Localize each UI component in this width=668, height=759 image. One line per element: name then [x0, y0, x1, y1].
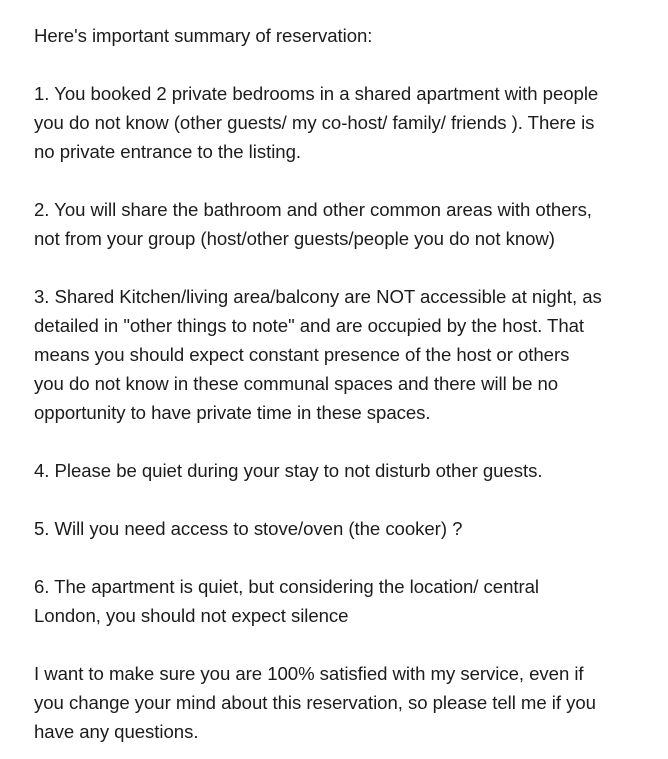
- point-6-noise-note: 6. The apartment is quiet, but considering the location/ central London, you should not expect silence: [34, 576, 539, 626]
- message-closing: I want to make sure you are 100% satisfied with my service, even if you change your mind about this reservation, so please tell me if you have any questions.: [34, 663, 596, 742]
- point-1-private-bedrooms: 1. You booked 2 private bedrooms in a shared apartment with people you do not know (other guests/ my co-host/ family/ friends ). There is no private entrance to the listing.: [34, 83, 599, 162]
- reservation-summary-message: [34, 21, 654, 746]
- point-3-shared-kitchen: 3. Shared Kitchen/living area/balcony are NOT accessible at night, as detailed in "other things to note" and are occupied by the host. That means you should expect constant presence of the host or others you do not know in these communal spaces and there will be no opportunity to have private time in these spaces.: [34, 286, 602, 423]
- point-5-stove-question: 5. Will you need access to stove/oven (the cooker) ?: [34, 518, 463, 539]
- message-intro: Here's important summary of reservation:: [34, 25, 373, 46]
- point-4-quiet-request: 4. Please be quiet during your stay to not disturb other guests.: [34, 460, 543, 481]
- point-2-shared-bathroom: 2. You will share the bathroom and other common areas with others, not from your group (host/other guests/people you do not know): [34, 199, 592, 249]
